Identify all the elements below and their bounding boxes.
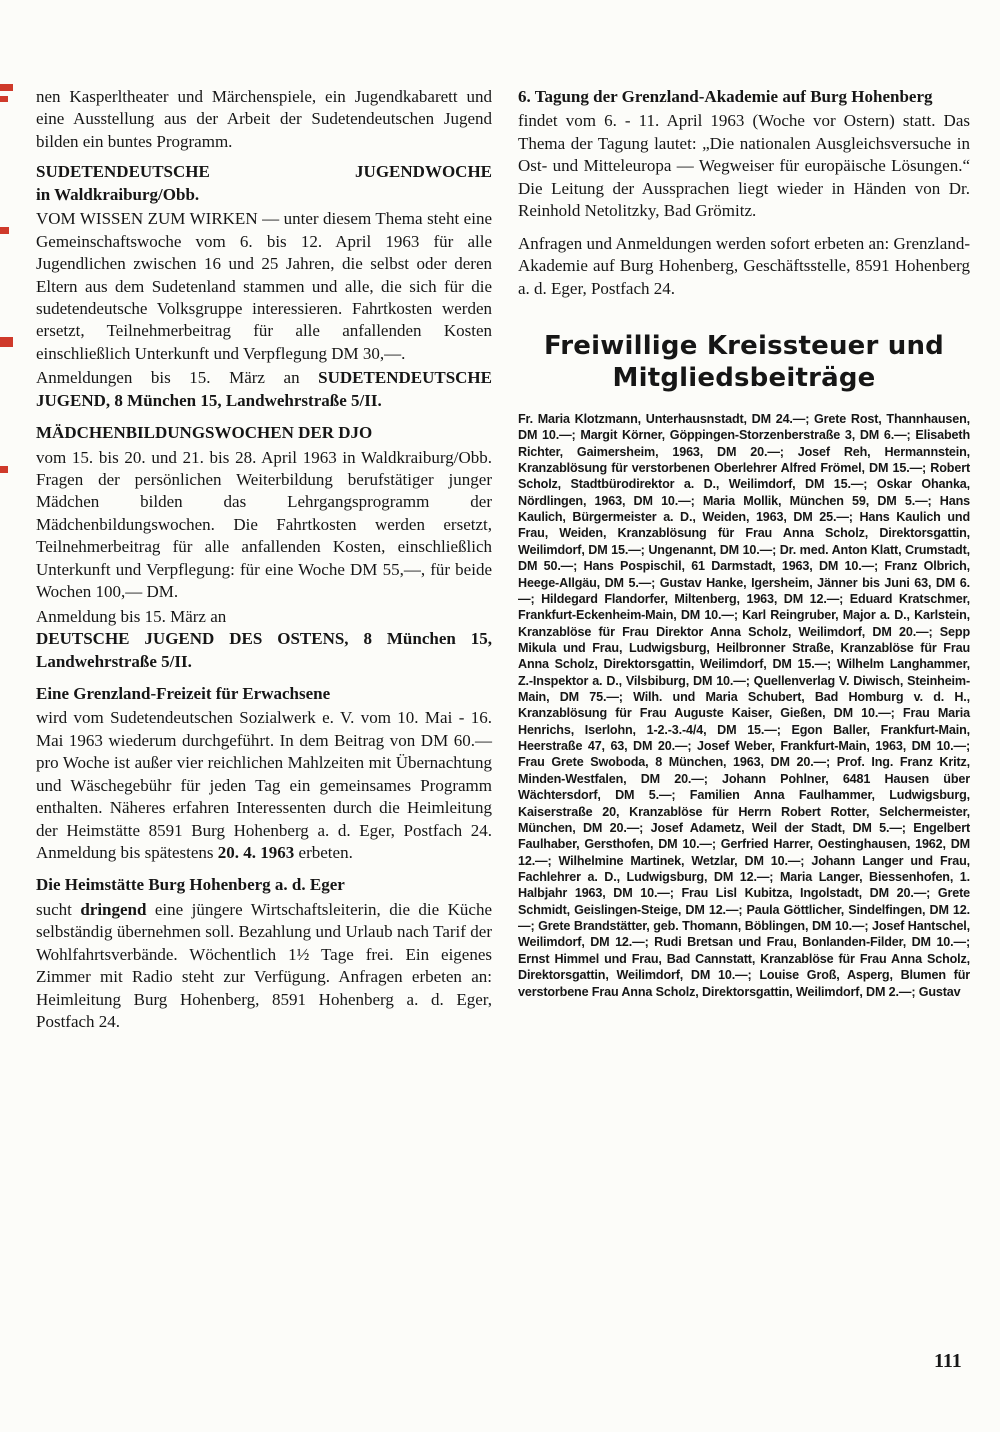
paragraph-maedchenbildungswochen: vom 15. bis 20. und 21. bis 28. April 1963 in Waldkraiburg/Obb. Fragen der persönlichen Weiterbildung berufstätiger junger Mädchen bilden das Lehrgangsprogramm der Mädchenbildungswochen. Die Fahrtkosten werden ersetzt, Teilnehmerbeitrag für alle anfallenden Kosten, einschließlich Unterkunft und Verpflegung: für eine Woche DM 55,—, für beide Wochen 100,— DM. <box>36 447 492 602</box>
heading-maedchenbildungswochen: MÄDCHENBILDUNGSWOCHEN DER DJO <box>36 423 373 443</box>
address-bold: SUDETENDEUTSCHE JUGEND, 8 München 15, Landwehrstraße 5/II. <box>36 368 492 410</box>
right-column <box>518 86 970 1000</box>
registration-mark <box>0 227 9 234</box>
text-segment: erbeten. <box>294 843 353 862</box>
heading-heimstaette: Die Heimstätte Burg Hohenberg a. d. Eger <box>36 875 345 895</box>
intro-paragraph: nen Kasperltheater und Märchenspiele, ein Jugendkabarett und eine Ausstellung aus der Arbeit der Sudetendeutschen Jugend bilden ein buntes Programm. <box>36 87 492 151</box>
paragraph-jugendwoche: VOM WISSEN ZUM WIRKEN — unter diesem Thema steht eine Gemeinschaftswoche vom 6. bis 12. April 1963 für alle Jugendlichen zwischen 16 und 25 Jahren, die selbst oder deren Eltern aus dem Sudetenland stammen und alle, die sich für die sudetendeutsche Volksgruppe interessieren. Fahrtkosten werden ersetzt, Teilnehmerbeitrag für alle anfallenden Kosten einschließlich Unterkunft und Verpflegung DM 30,—. <box>36 209 492 363</box>
text-segment: eine jüngere Wirtschaftsleiterin, die die Küche selbständig übernehmen soll. Bezahlung und Urlaub nach Tarif der Wohlfahrtsverbände. Wöchentlich 1½ Tage frei. Ein eigenes Zimmer mit Radio steht zur Verfügung. Anfragen erbeten an: Heimleitung Burg Hohenberg, 8591 Hohenberg a. d. Eger, Postfach 24. <box>36 899 493 1032</box>
contributions-list: Fr. Maria Klotzmann, Unterhausnstadt, DM 24.—; Grete Rost, Thannhausen, DM 10.—; Margit Körner, Göppingen-Storzenberstraße 3, DM 6.—; Elisabeth Richter, Gaimersheim, 1963, DM 20.—; Josef Reh, Hermannstein, Kranzablösung für verstorbenen Oberlehrer Alfred Frömel, DM 15.—; Robert Scholz, Stadtbürodirektor a. D., Weilimdorf, DM 15.—; Oskar Ohanka, Nördlingen, 1963, DM 10.—; Maria Mollik, München 59, DM 5.—; Hans Kaulich, Bürgermeister a. D., Weiden, 1963, DM 25.—; Hans Kaulich und Frau, Weiden, Kranzablösung für Frau Anna Scholz, Direktorsgattin, Weilimdorf, DM 15.—; Ungenannt, DM 10.—; Dr. med. Anton Klatt, Crumstadt, DM 50.—; Hans Pospischil, 61 Darmstadt, 1963, DM 10.—; Franz Olbrich, Heege-Allgäu, DM 5.—; Gustav Hanke, Igersheim, Jänner bis Juni 63, DM 6.—; Hildegard Flandorfer, Miltenberg, 1963, DM 12.—; Eduard Kratschmer, Frankfurt-Eckenheim-Main, DM 10.—; Karl Reingruber, Major a. D., Karlstein, Kranzablöse für Frau Direktor Anna Scholz, Weilimdorf, DM 20.—; Sepp Mikula und Frau, Ludwigsburg, Heilbronner Straße, Kranzablöse für Frau Anna Scholz, Direktorsgattin, Weilimdorf, DM 15.—; Wilhelm Langhammer, Z.-Inspektor a. D., Vilsbiburg, DM 10.—; Quellenverlag V. Diwisch, Steinheim-Main, DM 75.—; Wilh. und Maria Schubert, Bad Homburg v. d. H., Kranzablösung für Frau Auguste Kaiser, Gießen, DM 10.—; Frau Maria Henrichs, Iserlohn, 1-2.-3.-4/4, DM 15.—; Egon Baller, Frankfurt-Main, Heerstraße 47, 63, DM 20.—; Josef Weber, Frankfurt-Main, 1963, DM 10.—; Frau Grete Swoboda, 8 München, 1963, DM 20.—; Prof. Ing. Franz Kritz, Minden-Westfalen, DM 20.—; Johann Pohlner, 6481 Hausen über Wächtersdorf, DM 5.—; Familien Anna Faulhammer, Ludwigsburg, Kaiserstraße 20, Kranzablöse für Herrn Robert Rotter, Selchermeister, München, DM 20.—; Josef Adametz, Weil der Stadt, DM 5.—; Engelbert Faulhaber, Gersthofen, DM 10.—; Gerfried Harrer, Oestinghausen, 1962, DM 12.—; Wilhelmine Martinek, Wetzlar, DM 10.—; Johann Langer und Frau, Fachlehrer a. D., Ludwigsburg, DM 12.—; Maria Langer, Biessenhofen, 1. Halbjahr 1963, DM 10.—; Frau Lisl Kubitza, Ingolstadt, DM 20.—; Grete Schmidt, Geislingen-Steige, DM 12.—; Paula Göttlicher, Sindelfingen, DM 12.—; Grete Brandstätter, geb. Thomann, Böblingen, DM 10.—; Josef Hantschel, Weilimdorf, DM 12.—; Rudi Bretsan und Frau, Bonlanden-Filder, DM 10.—; Ernst Himmel und Frau, Bad Cannstatt, Kranzablöse für Frau Anna Scholz, Direktorsgattin, Weilimdorf, DM 10.—; Louise Groß, Asperg, Blumen für verstorbene Frau Anna Scholz, Direktorsgattin, Weilimdorf, DM 2.—; Gustav <box>518 411 970 999</box>
registration-mark <box>0 337 13 347</box>
left-column <box>36 86 492 1036</box>
date-bold: 20. 4. 1963 <box>217 843 295 862</box>
text-segment: Anmeldung bis 15. März an <box>36 606 227 626</box>
heading-line: Freiwillige Kreissteuer und <box>543 330 944 361</box>
heading-grenzland-freizeit: Eine Grenzland-Freizeit für Erwachsene <box>36 683 331 703</box>
paragraph-anmeldung-jugendwoche <box>36 367 492 412</box>
paragraph-anmeldung-djo <box>36 606 492 673</box>
heading-kreissteuer <box>518 330 970 395</box>
heading-tagung: 6. Tagung der Grenzland-Akademie auf Burg Hohenberg <box>518 87 933 106</box>
heading-jugendwoche <box>36 161 492 206</box>
heading-line: SUDETENDEUTSCHE JUGENDWOCHE <box>36 162 492 182</box>
heading-line: in Waldkraiburg/Obb. <box>36 184 200 204</box>
page-number: 111 <box>934 1350 962 1372</box>
registration-mark <box>0 84 13 91</box>
emphasis-bold: dringend <box>80 899 147 919</box>
text-segment: Anmeldungen bis 15. März an <box>36 368 319 388</box>
address-bold: DEUTSCHE JUGEND DES OSTENS, 8 München 15, Landwehrstraße 5/II. <box>36 629 492 671</box>
registration-mark <box>0 466 8 473</box>
text-segment: sucht <box>36 899 81 919</box>
registration-mark <box>0 96 8 102</box>
text-segment: wird vom Sudetendeutschen Sozialwerk e. V. vom 10. Mai - 16. Mai 1963 wiederum durchgeführt. In dem Beitrag von DM 60.— pro Woche ist außer vier reichlichen Mahlzeiten mit Übernachtung und Wäschegebühr für jeden Tag ein gemeinsames Programm enthalten. Näheres erfahren Interessenten durch die Heimleitung der Heimstätte 8591 Burg Hohenberg a. d. Eger, Postfach 24. Anmeldung bis spätestens <box>36 708 492 862</box>
paragraph-anfragen: Anfragen und Anmeldungen werden sofort erbeten an: Grenzland-Akademie auf Burg Hohenberg, Geschäftsstelle, 8591 Hohenberg a. d. Eger, Postfach 24. <box>518 233 970 298</box>
paragraph-tagung: findet vom 6. - 11. April 1963 (Woche vor Ostern) statt. Das Thema der Tagung lautet: „Die nationalen Ausgleichsversuche in Ost- und Mitteleuropa — Wegweiser für europäische Lösungen.“ Die Leitung der Aussprachen liegt wieder in Händen von Dr. Reinhold Netolitzky, Bad Grömitz. <box>518 111 970 221</box>
heading-line: Mitgliedsbeiträge <box>612 363 876 394</box>
paragraph-heimstaette <box>36 899 492 1034</box>
paragraph-grenzland-freizeit <box>36 707 492 864</box>
